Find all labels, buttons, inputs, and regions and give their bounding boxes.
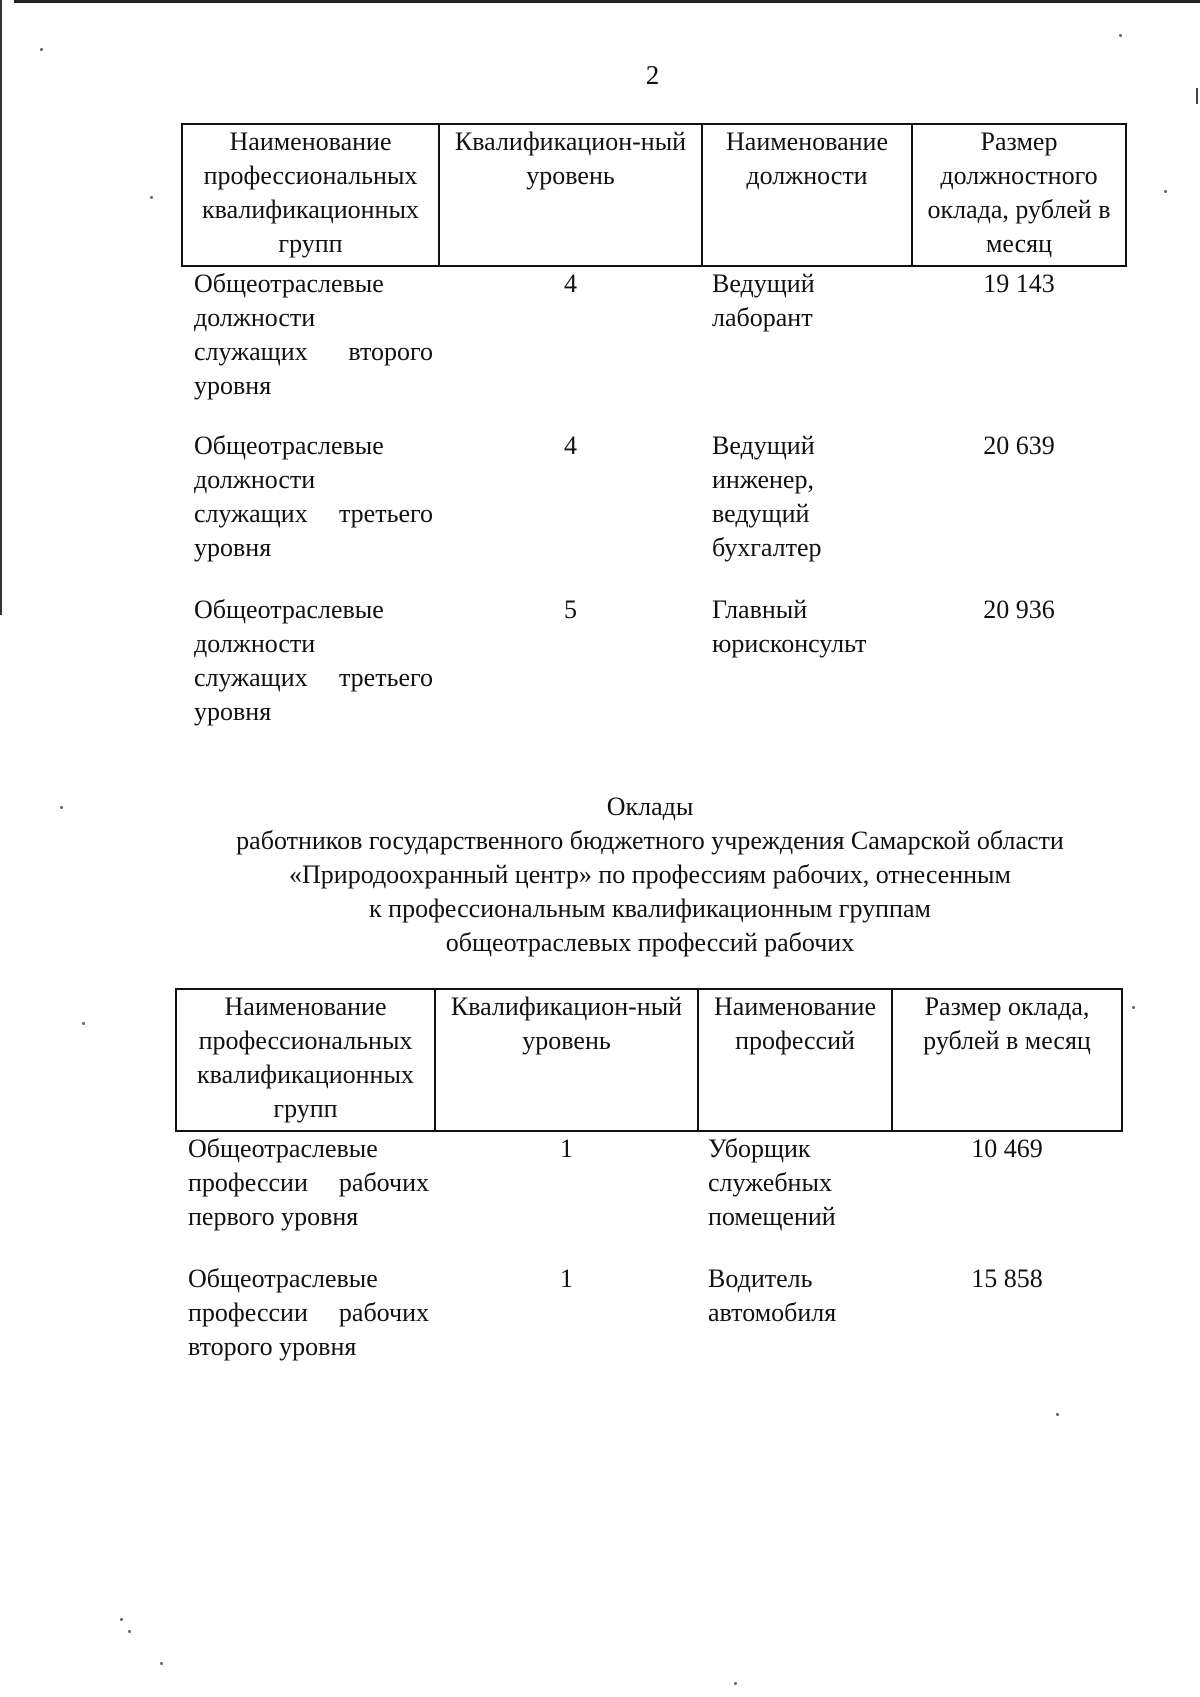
- cell-group: Общеотраслевые должности служащих третьего уровня: [194, 595, 433, 726]
- scan-speck: [160, 1662, 163, 1665]
- cell-level: 1: [560, 1264, 573, 1293]
- cell-level: 5: [564, 595, 577, 624]
- table-header-row: [176, 989, 1122, 1131]
- cell-salary: 20 639: [983, 431, 1055, 460]
- cell-group: Общеотраслевые профессии рабочих первого уровня: [188, 1134, 429, 1231]
- header-qualification-level: Квалификацион-ный уровень: [435, 989, 698, 1131]
- cell-position: Ведущий инженер, ведущий бухгалтер: [712, 431, 822, 562]
- table-row: [176, 1262, 1122, 1382]
- header-qualification-level: Квалификацион-ный уровень: [439, 124, 702, 266]
- scan-speck: [1119, 34, 1122, 37]
- cell-position: Главный юрисконсульт: [712, 595, 867, 658]
- scan-speck: [120, 1618, 123, 1621]
- header-salary: Размер оклада, рублей в месяц: [892, 989, 1122, 1131]
- left-border-line: [0, 0, 2, 615]
- header-group-name: Наименование профессиональных квалификационных групп: [176, 989, 435, 1131]
- cell-group: Общеотраслевые должности служащих третьего уровня: [194, 431, 433, 562]
- cell-salary: 15 858: [971, 1264, 1043, 1293]
- top-border-line: [14, 0, 1200, 3]
- salary-table-positions: [181, 123, 1127, 743]
- table-row: [176, 1131, 1122, 1262]
- table-row: [182, 593, 1126, 743]
- scan-speck: [1056, 1413, 1059, 1416]
- cell-salary: 20 936: [983, 595, 1055, 624]
- header-salary: Размер должностного оклада, рублей в месяц: [912, 124, 1126, 266]
- scan-speck: [128, 1630, 131, 1633]
- page-number: 2: [645, 60, 660, 90]
- section-title-line: к профессиональным квалификационным группам: [369, 894, 931, 923]
- header-group-name: Наименование профессиональных квалификационных групп: [182, 124, 439, 266]
- scan-speck: [1164, 190, 1167, 193]
- scan-speck: [60, 806, 63, 809]
- cell-position: Ведущий лаборант: [712, 269, 815, 332]
- section-title-line: работников государственного бюджетного учреждения Самарской области: [236, 826, 1064, 855]
- header-position-name: Наименование должности: [702, 124, 912, 266]
- scan-speck: [82, 1022, 85, 1025]
- section-title-line: общеотраслевых профессий рабочих: [445, 928, 855, 957]
- cell-salary: 10 469: [971, 1134, 1043, 1163]
- cell-group: Общеотраслевые должности служащих второго уровня: [194, 269, 433, 400]
- cell-profession: Водитель автомобиля: [708, 1264, 837, 1327]
- section-title-line: «Природоохранный центр» по профессиям рабочих, отнесенным: [289, 860, 1011, 889]
- section-title: [0, 790, 1200, 960]
- cell-level: 4: [564, 269, 577, 298]
- cell-profession: Уборщик служебных помещений: [708, 1134, 836, 1231]
- cell-level: 1: [560, 1134, 573, 1163]
- salary-table-professions: [175, 988, 1123, 1382]
- table-row: [182, 429, 1126, 593]
- table-row: [182, 266, 1126, 429]
- cell-level: 4: [564, 431, 577, 460]
- cell-salary: 19 143: [983, 269, 1055, 298]
- scan-speck: [734, 1682, 737, 1685]
- cell-group: Общеотраслевые профессии рабочих второго уровня: [188, 1264, 429, 1361]
- scan-speck: [150, 196, 153, 199]
- scan-speck: [1132, 1006, 1135, 1009]
- header-profession-name: Наименование профессий: [698, 989, 892, 1131]
- section-title-line: Оклады: [606, 792, 694, 821]
- scan-speck: [40, 48, 43, 51]
- table-header-row: [182, 124, 1126, 266]
